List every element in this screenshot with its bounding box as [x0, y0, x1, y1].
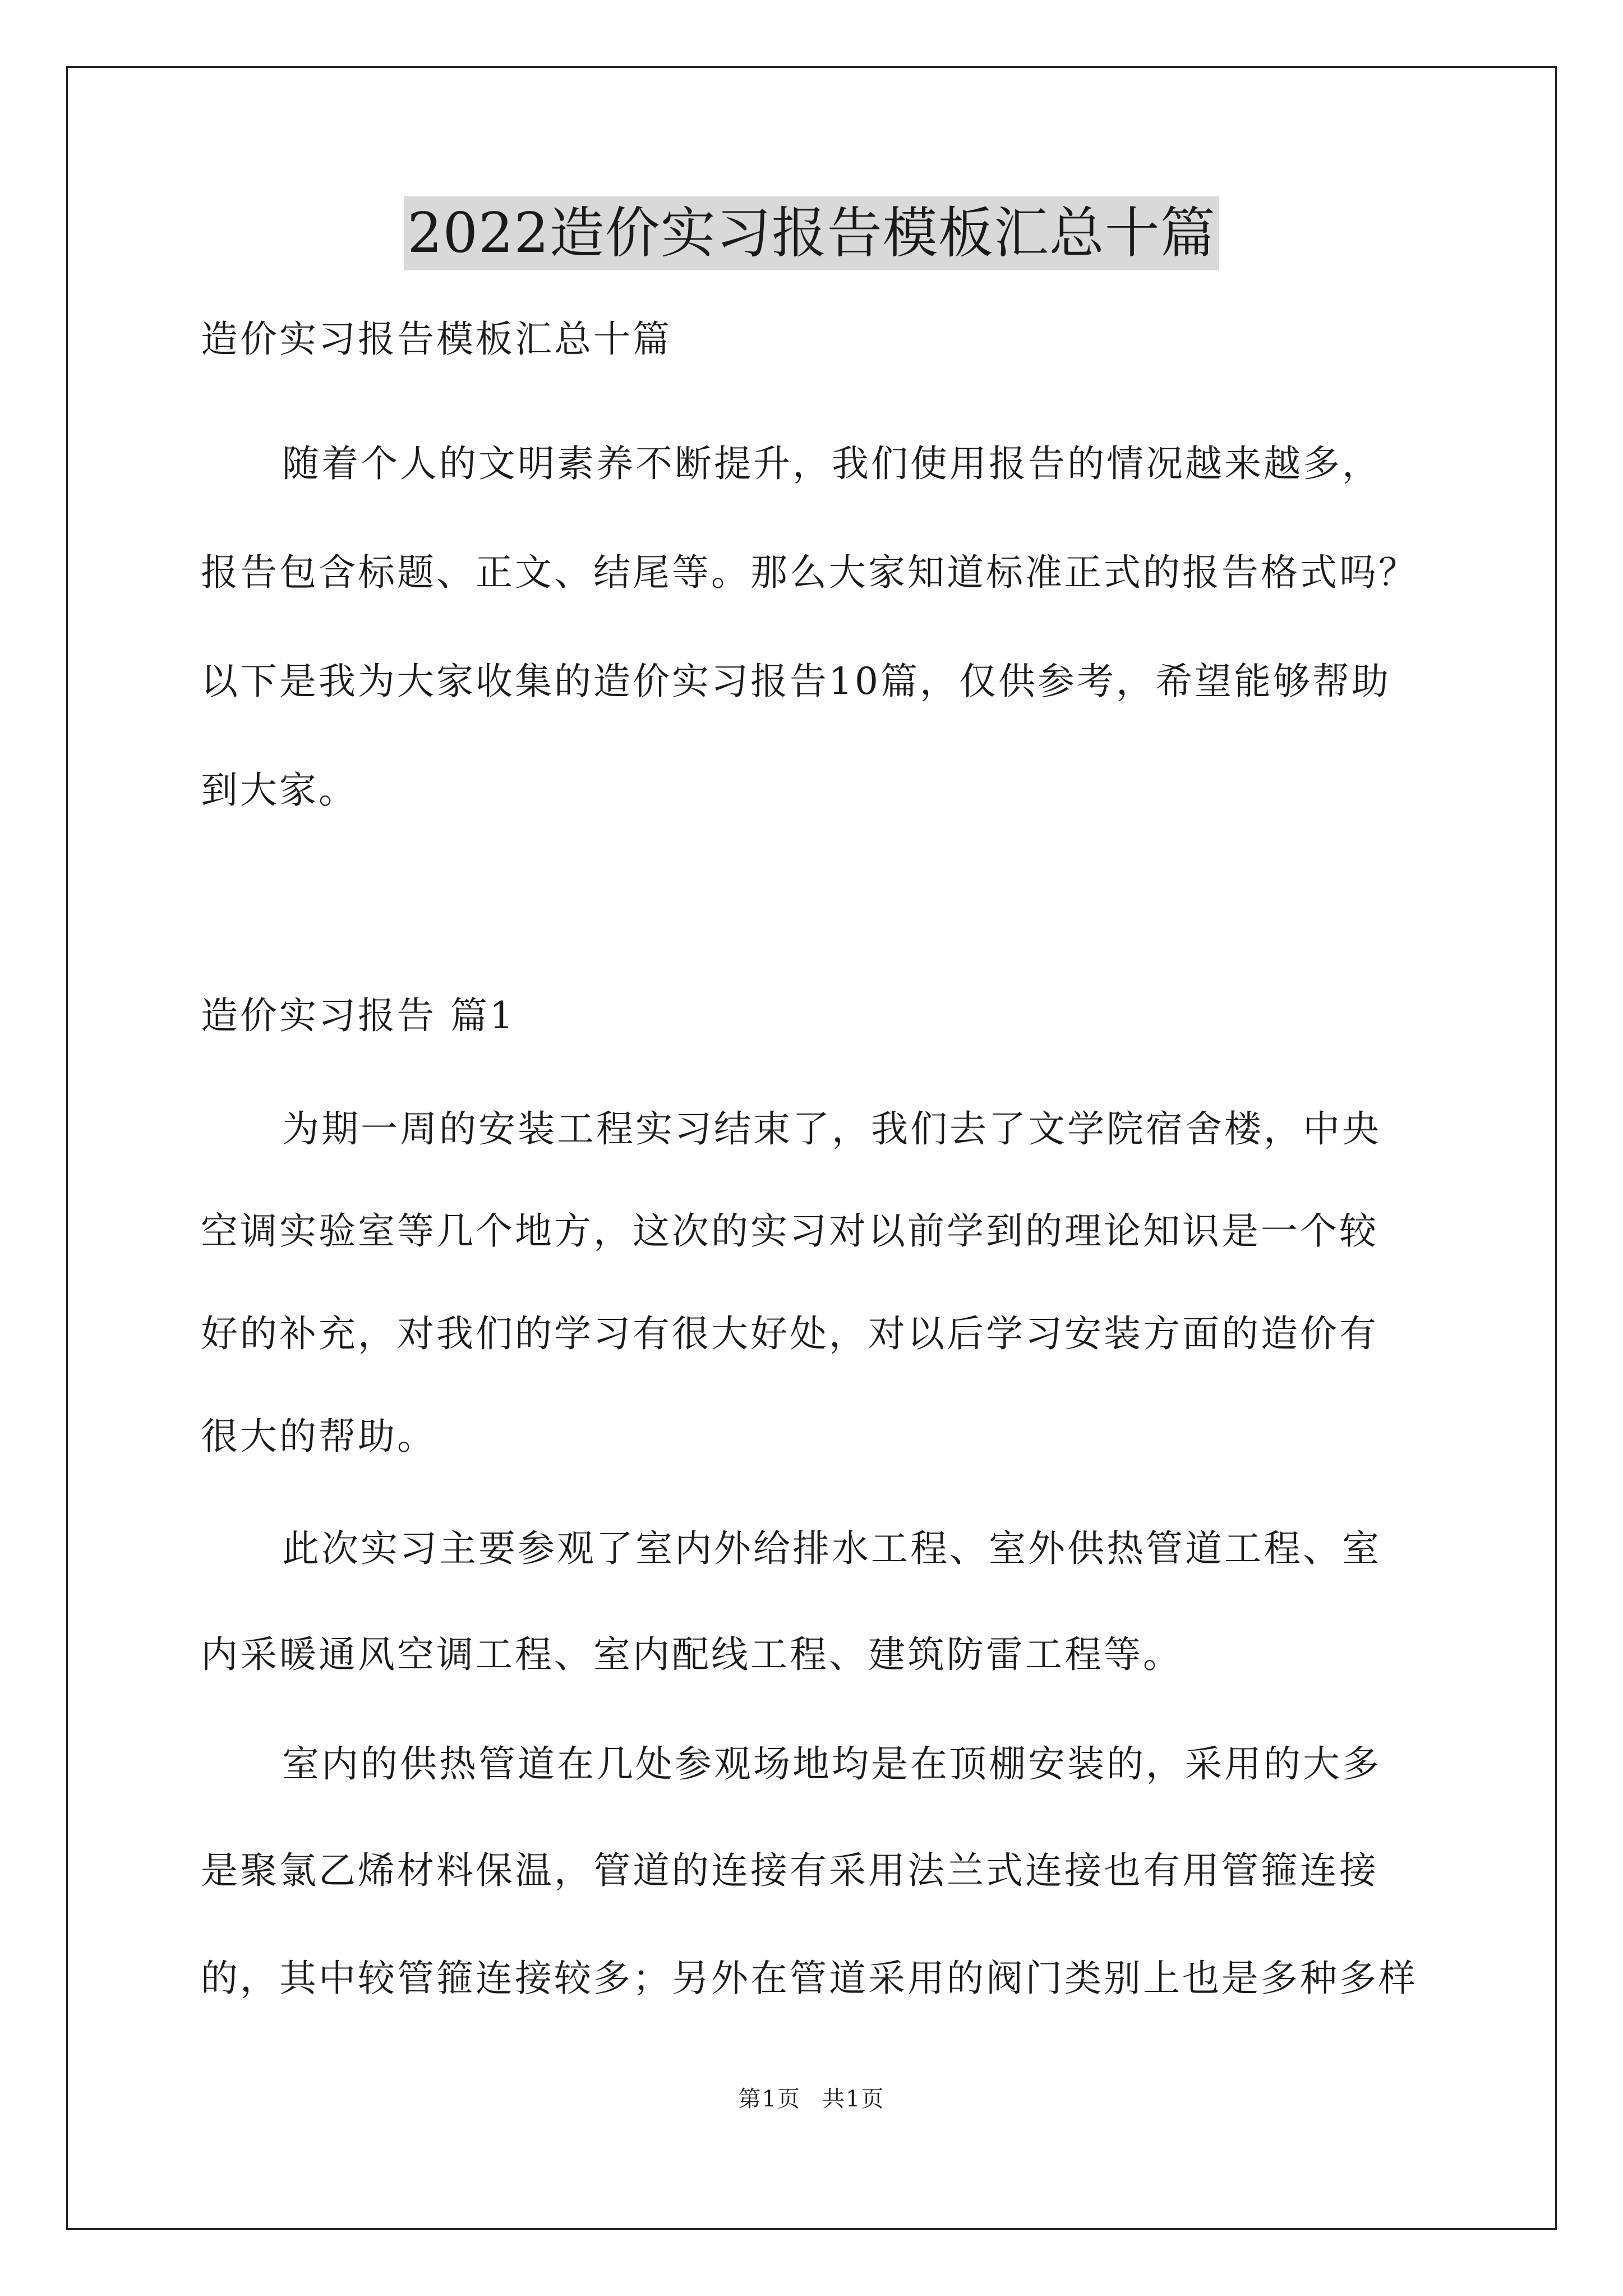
paragraph-line: 的，其中较管箍连接较多；另外在管道采用的阀门类别上也是多种多样 [201, 1957, 1418, 2000]
paragraph-line: 很大的帮助。 [201, 1415, 436, 1458]
paragraph-line: 室内的供热管道在几处参观场地均是在顶棚安装的，采用的大多 [282, 1742, 1381, 1786]
intro-line: 到大家。 [201, 769, 358, 812]
intro-line: 报告包含标题、正文、结尾等。那么大家知道标准正式的报告格式吗？ [201, 551, 1418, 594]
page-total: 共1页 [822, 2086, 885, 2112]
section-heading: 造价实习报告 篇1 [201, 994, 515, 1037]
page-footer [0, 2081, 1623, 2113]
paragraph-line: 空调实验室等几个地方，这次的实习对以前学到的理论知识是一个较 [201, 1209, 1378, 1253]
document-title-block [0, 196, 1623, 270]
document-title: 2022造价实习报告模板汇总十篇 [404, 196, 1219, 270]
paragraph-line: 好的补充，对我们的学习有很大好处，对以后学习安装方面的造价有 [201, 1312, 1378, 1355]
paragraph-line: 内采暖通风空调工程、室内配线工程、建筑防雷工程等。 [201, 1633, 1182, 1676]
paragraph-line: 是聚氯乙烯材料保温，管道的连接有采用法兰式连接也有用管箍连接 [201, 1849, 1378, 1892]
intro-line: 以下是我为大家收集的造价实习报告10篇，仅供参考，希望能够帮助 [201, 660, 1391, 703]
page-number: 第1页 [738, 2086, 801, 2112]
paragraph-line: 为期一周的安装工程实习结束了，我们去了文学院宿舍楼，中央 [282, 1107, 1381, 1151]
paragraph-line: 此次实习主要参观了室内外给排水工程、室外供热管道工程、室 [282, 1527, 1381, 1570]
intro-line: 随着个人的文明素养不断提升，我们使用报告的情况越来越多， [282, 442, 1381, 485]
document-subtitle: 造价实习报告模板汇总十篇 [201, 318, 672, 361]
